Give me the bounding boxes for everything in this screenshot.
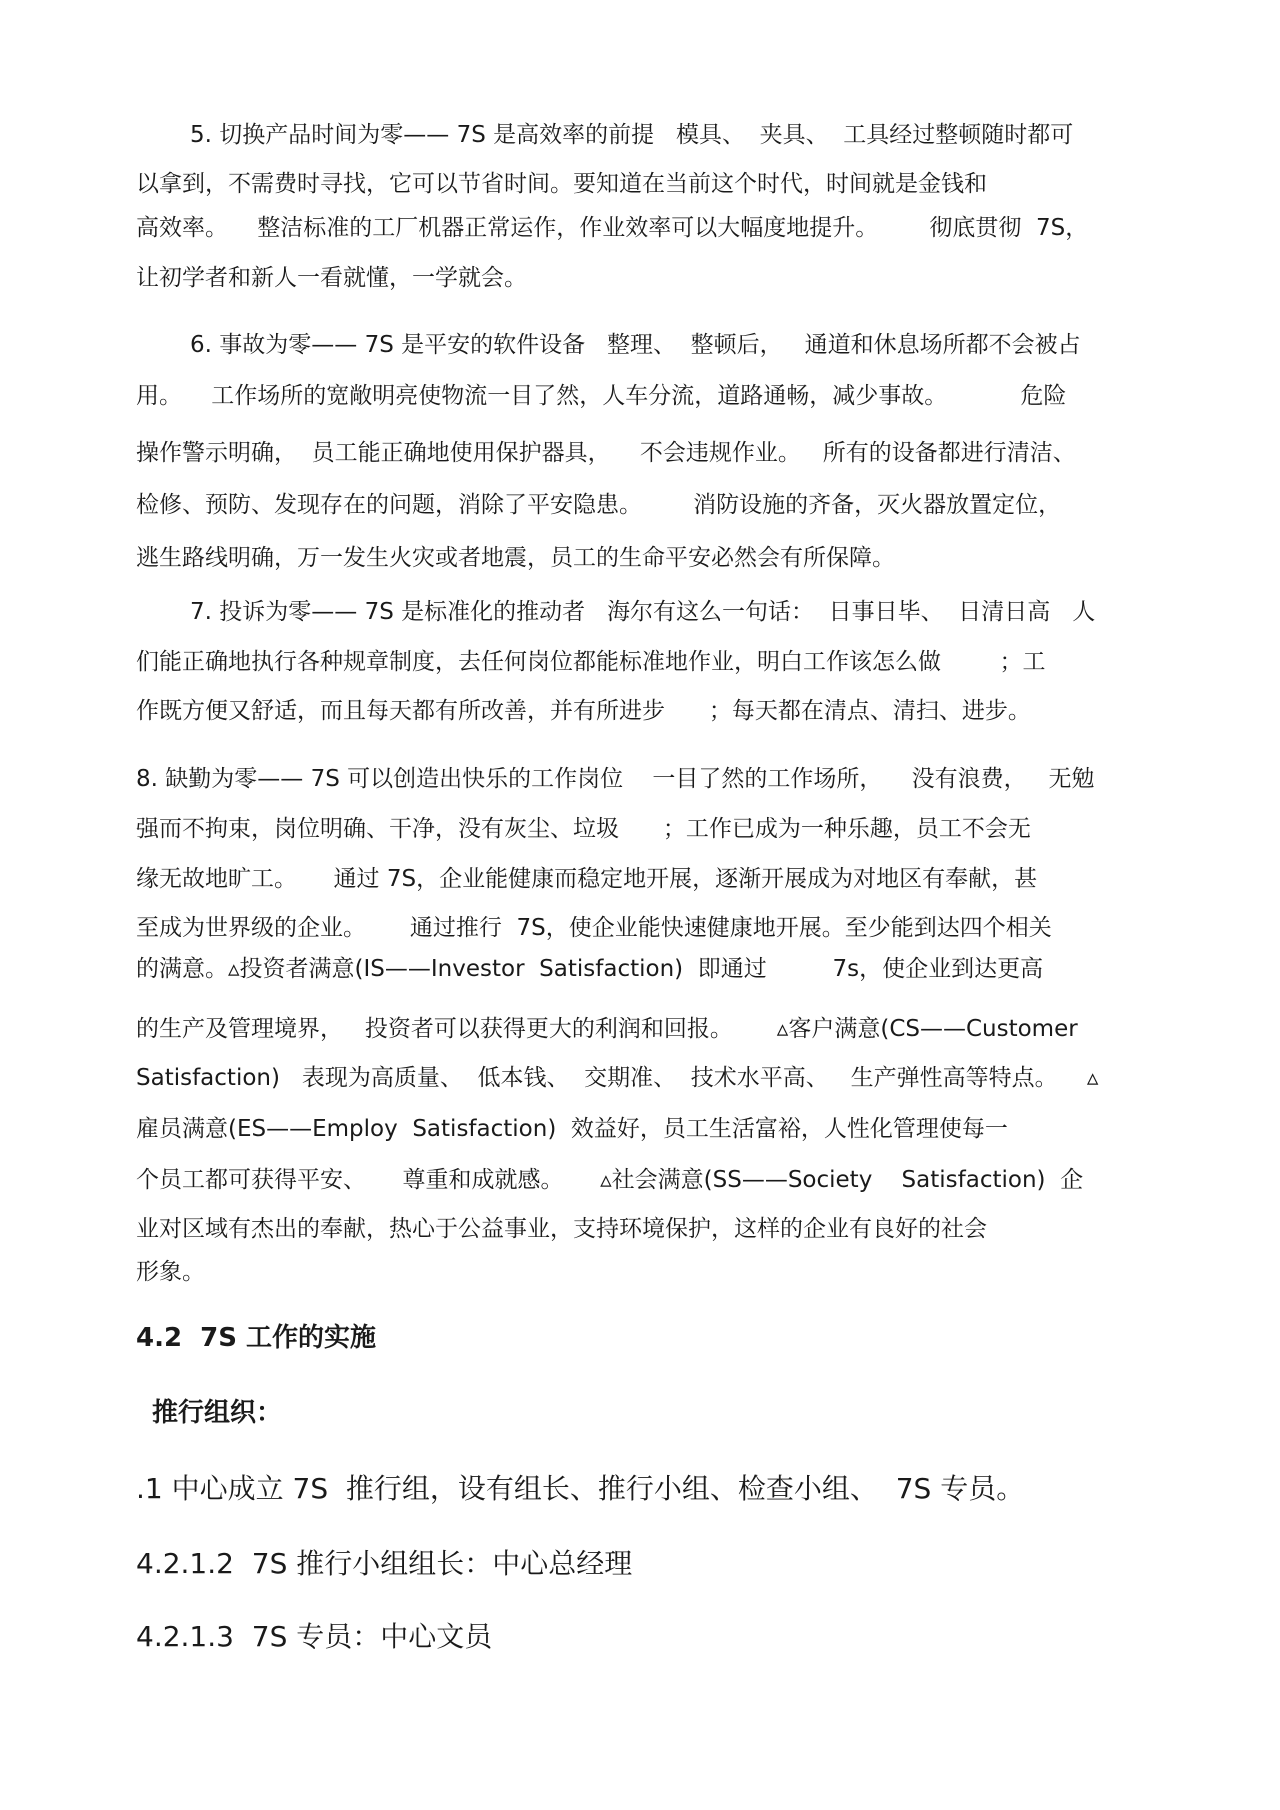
list-item: 4.2.1.2 7S 推行小组组长：中心总经理	[136, 1547, 633, 1580]
text-line: 操作警示明确， 员工能正确地使用保护器具， 不会违规作业。 所有的设备都进行清洁、	[136, 440, 1076, 466]
text-line: 形象。	[136, 1259, 205, 1285]
section-heading: 4.2 7S 工作的实施	[136, 1323, 377, 1353]
sub-heading: 推行组织：	[152, 1398, 283, 1428]
text-line: 作既方便又舒适，而且每天都有所改善，并有所进步 ；每天都在清点、清扫、进步。	[136, 698, 1031, 724]
list-item: .1 中心成立 7S 推行组，设有组长、推行小组、检查小组、 7S 专员。	[136, 1472, 1025, 1505]
text-line: 7. 投诉为零—— 7S 是标准化的推动者 海尔有这么一句话： 日事日毕、 日清日高 人	[190, 599, 1096, 625]
text-line: 8. 缺勤为零—— 7S 可以创造出快乐的工作岗位 一目了然的工作场所， 没有浪费， 无勉	[136, 766, 1095, 792]
text-line: 高效率。 整洁标准的工厂机器正常运作，作业效率可以大幅度地提升。 彻底贯彻 7S，	[136, 215, 1089, 241]
text-line: 5. 切换产品时间为零—— 7S 是高效率的前提 模具、 夹具、 工具经过整顿随时都可	[190, 122, 1074, 148]
text-line: Satisfaction) 表现为高质量、 低本钱、 交期准、 技术水平高、 生产弹性高等特点。 ▵	[136, 1065, 1099, 1091]
text-line: 个员工都可获得平安、 尊重和成就感。 ▵社会满意(SS——Society Satisfaction) 企	[136, 1167, 1084, 1193]
list-item: 4.2.1.3 7S 专员：中心文员	[136, 1620, 493, 1653]
text-line: 缘无故地旷工。 通过 7S，企业能健康而稳定地开展，逐渐开展成为对地区有奉献，甚	[136, 866, 1038, 892]
text-line: 检修、预防、发现存在的问题，消除了平安隐患。 消防设施的齐备，灭火器放置定位，	[136, 492, 1062, 518]
text-line: 的满意。▵投资者满意(IS——Investor Satisfaction) 即通过 7s，使企业到达更高	[136, 956, 1044, 982]
text-line: 以拿到，不需费时寻找，它可以节省时间。要知道在当前这个时代，时间就是金钱和	[136, 171, 987, 197]
text-line: 强而不拘束，岗位明确、干净，没有灰尘、垃圾 ；工作已成为一种乐趣，员工不会无	[136, 816, 1031, 842]
text-line: 至成为世界级的企业。 通过推行 7S，使企业能快速健康地开展。至少能到达四个相关	[136, 915, 1052, 941]
text-line: 用。 工作场所的宽敞明亮使物流一目了然，人车分流，道路通畅，减少事故。 危险	[136, 383, 1067, 409]
text-line: 业对区域有杰出的奉献，热心于公益事业，支持环境保护，这样的企业有良好的社会	[136, 1216, 987, 1242]
text-line: 们能正确地执行各种规章制度，去任何岗位都能标准地作业，明白工作该怎么做 ；工	[136, 649, 1046, 675]
text-line: 的生产及管理境界， 投资者可以获得更大的利润和回报。 ▵客户满意(CS——Customer	[136, 1016, 1078, 1042]
text-line: 雇员满意(ES——Employ Satisfaction) 效益好，员工生活富裕，人性化管理使每一	[136, 1116, 1008, 1142]
text-line: 逃生路线明确，万一发生火灾或者地震，员工的生命平安必然会有所保障。	[136, 545, 895, 571]
text-line: 6. 事故为零—— 7S 是平安的软件设备 整理、 整顿后， 通道和休息场所都不会被占	[190, 332, 1081, 358]
text-line: 让初学者和新人一看就懂，一学就会。	[136, 265, 527, 291]
